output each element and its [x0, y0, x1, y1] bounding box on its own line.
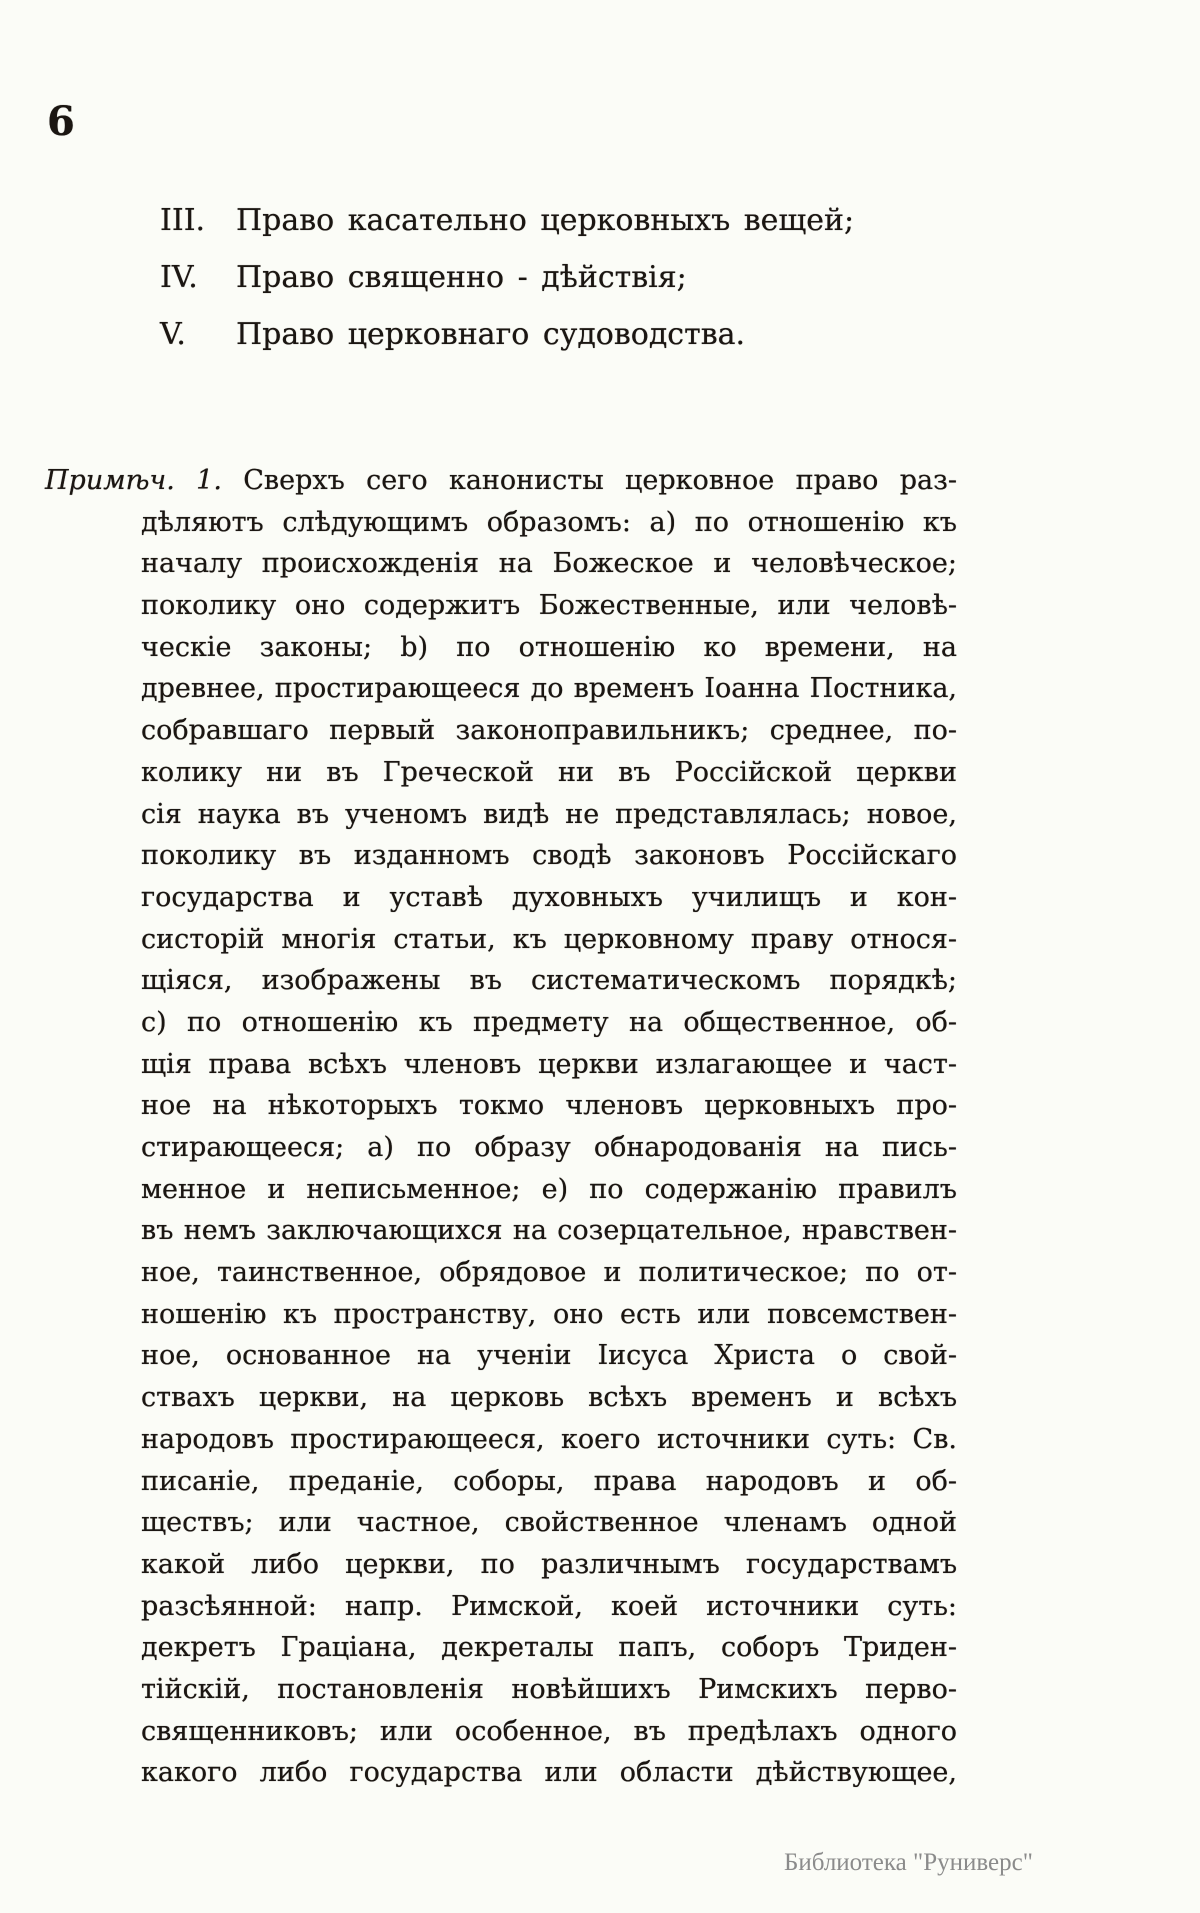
- note-line: щіяся, изображены въ систематическомъ порядкѣ;: [141, 965, 957, 997]
- note-line: ствахъ церкви, на церковь всѣхъ временъ и всѣхъ: [141, 1382, 957, 1414]
- note-line: какой либо церкви, по различнымъ государствамъ: [141, 1548, 957, 1580]
- library-watermark: Библиотека "Руниверс": [784, 1849, 1033, 1876]
- note-line: народовъ простирающееся, коего источники суть: Св.: [141, 1423, 957, 1455]
- list-item-text: Право церковнаго судоводства.: [236, 317, 746, 352]
- note-line: с) по отношенію къ предмету на общественное, об-: [141, 1006, 957, 1038]
- list-item-text: Право касательно церковныхъ вещей;: [236, 203, 855, 238]
- note-first-line-text: Сверхъ сего канонисты церковное право раз-: [243, 465, 957, 496]
- list-item: [160, 203, 860, 260]
- note-line: поколику оно содержитъ Божественные, или человѣ-: [141, 590, 957, 622]
- note-line: декретъ Граціана, декреталы папъ, соборъ Триден-: [141, 1632, 957, 1664]
- list-item-text: Право священно - дѣйствія;: [236, 260, 687, 295]
- note-line: въ немъ заключающихся на созерцательное, нравствен-: [141, 1215, 957, 1247]
- note-line: систорій многія статьи, къ церковному праву относя-: [141, 923, 957, 955]
- note-paragraph: [45, 460, 957, 1794]
- list-item-numeral: V.: [160, 317, 186, 352]
- note-line: священниковъ; или особенное, въ предѣлахъ одного: [141, 1715, 957, 1747]
- note-line: разсѣянной: напр. Римской, коей источники суть:: [141, 1590, 957, 1622]
- note-line: древнее, простирающееся до временъ Іоанна Постника,: [141, 673, 957, 705]
- note-lines: [141, 502, 957, 1794]
- note-line: какого либо государства или области дѣйствующее,: [141, 1757, 957, 1789]
- note-line: дѣляютъ слѣдующимъ образомъ: а) по отношенію къ: [141, 506, 957, 538]
- note-line: ществъ; или частное, свойственное членамъ одной: [141, 1507, 957, 1539]
- note-line: собравшаго первый законоправильникъ; среднее, по-: [141, 715, 957, 747]
- note-line: ношенію къ пространству, оно есть или повсемствен-: [141, 1298, 957, 1330]
- note-line: щія права всѣхъ членовъ церкви излагающее и част-: [141, 1048, 957, 1080]
- note-line: менное и неписьменное; е) по содержанію правилъ: [141, 1173, 957, 1205]
- note-line: тійскій, постановленія новѣйшихъ Римскихъ перво-: [141, 1673, 957, 1705]
- note-line-first: [45, 460, 957, 502]
- note-line: стирающееся; а) по образу обнародованія на пись-: [141, 1132, 957, 1163]
- list-item: [160, 317, 860, 374]
- note-line: ческіе законы; b) по отношенію ко времени, на: [141, 631, 957, 663]
- note-line: началу происхожденія на Божеское и человѣческое;: [141, 548, 957, 580]
- list-item: [160, 260, 860, 317]
- note-line: ное на нѣкоторыхъ токмо членовъ церковныхъ про-: [141, 1090, 957, 1122]
- page-number: 6: [47, 98, 76, 145]
- note-line: ное, основанное на ученіи Іисуса Христа о свой-: [141, 1340, 957, 1372]
- list-item-numeral: IV.: [160, 260, 198, 295]
- note-line: поколику въ изданномъ сводѣ законовъ Россійскаго: [141, 840, 957, 872]
- note-line: колику ни въ Греческой ни въ Россійской церкви: [141, 756, 957, 788]
- note-line: писаніе, преданіе, соборы, права народовъ и об-: [141, 1465, 957, 1497]
- note-line: сія наука въ ученомъ видѣ не представлялась; новое,: [141, 798, 957, 830]
- note-line: государства и уставѣ духовныхъ училищъ и кон-: [141, 881, 957, 913]
- note-label: Примѣч. 1.: [45, 465, 222, 496]
- note-line: ное, таинственное, обрядовое и политическое; по от-: [141, 1257, 957, 1289]
- list-item-numeral: III.: [160, 203, 206, 238]
- classification-list: [160, 203, 860, 374]
